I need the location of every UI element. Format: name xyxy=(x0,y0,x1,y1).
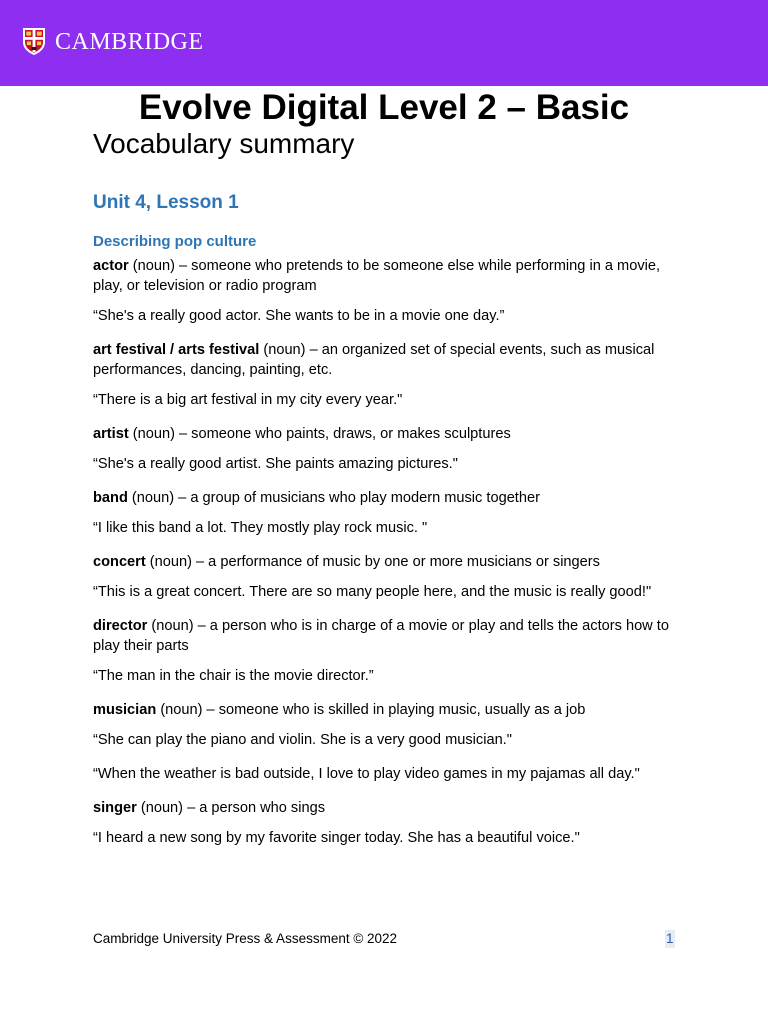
vocabulary-definition: (noun) – an organized set of special events, such as musical performances, dancing, painting, etc. xyxy=(93,342,655,378)
example-sentence: “She's a really good artist. She paints amazing pictures." xyxy=(93,456,458,472)
vocabulary-definition: (noun) – a group of musicians who play modern music together xyxy=(127,490,540,506)
vocabulary-entry xyxy=(93,424,683,444)
vocabulary-term: art festival / arts festival xyxy=(93,342,260,358)
vocabulary-definition: (noun) – someone who pretends to be someone else while performing in a movie, play, or television or radio program xyxy=(93,258,661,294)
vocabulary-term: actor xyxy=(93,258,129,274)
brand-name: CAMBRIDGE xyxy=(55,28,204,55)
cambridge-logo xyxy=(22,27,204,56)
example-sentence: “The man in the chair is the movie director.” xyxy=(93,668,374,684)
example-sentence: “When the weather is bad outside, I love to play video games in my pajamas all day." xyxy=(93,766,640,782)
vocabulary-entry xyxy=(93,488,683,508)
header-bar xyxy=(0,0,768,86)
vocabulary-term: musician xyxy=(93,702,157,718)
example-sentence: “I heard a new song by my favorite singer today. She has a beautiful voice." xyxy=(93,830,580,846)
section-heading: Describing pop culture xyxy=(93,233,257,250)
vocabulary-list xyxy=(93,256,683,862)
document-title: Evolve Digital Level 2 – Basic xyxy=(138,88,630,127)
unit-heading: Unit 4, Lesson 1 xyxy=(93,192,239,213)
document-subtitle: Vocabulary summary xyxy=(93,128,355,159)
vocabulary-term: concert xyxy=(93,554,146,570)
vocabulary-term: director xyxy=(93,618,148,634)
example-sentence: “She can play the piano and violin. She is a very good musician." xyxy=(93,732,512,748)
example-sentence: “She's a really good actor. She wants to be in a movie one day.” xyxy=(93,308,505,324)
vocabulary-definition: (noun) – a performance of music by one or more musicians or singers xyxy=(145,554,600,570)
vocabulary-entry xyxy=(93,340,683,380)
vocabulary-definition: (noun) – a person who is in charge of a movie or play and tells the actors how to play their parts xyxy=(93,618,669,654)
example-sentence: “I like this band a lot. They mostly play rock music. " xyxy=(93,520,428,536)
vocabulary-entry xyxy=(93,552,683,572)
vocabulary-entry xyxy=(93,798,683,818)
vocabulary-definition: (noun) – a person who sings xyxy=(136,800,326,816)
example-sentence: “There is a big art festival in my city every year." xyxy=(93,392,403,408)
vocabulary-term: band xyxy=(93,490,128,506)
vocabulary-term: artist xyxy=(93,426,129,442)
vocabulary-definition: (noun) – someone who is skilled in playing music, usually as a job xyxy=(156,702,586,718)
vocabulary-term: singer xyxy=(93,800,137,816)
cambridge-shield-icon xyxy=(22,27,46,56)
footer-copyright: Cambridge University Press & Assessment © 2022 xyxy=(93,931,398,946)
vocabulary-entry xyxy=(93,616,683,656)
example-sentence: “This is a great concert. There are so many people here, and the music is really good!" xyxy=(93,584,652,600)
page-number: 1 xyxy=(666,931,674,946)
vocabulary-definition: (noun) – someone who paints, draws, or makes sculptures xyxy=(128,426,511,442)
vocabulary-entry xyxy=(93,700,683,720)
vocabulary-entry xyxy=(93,256,683,296)
